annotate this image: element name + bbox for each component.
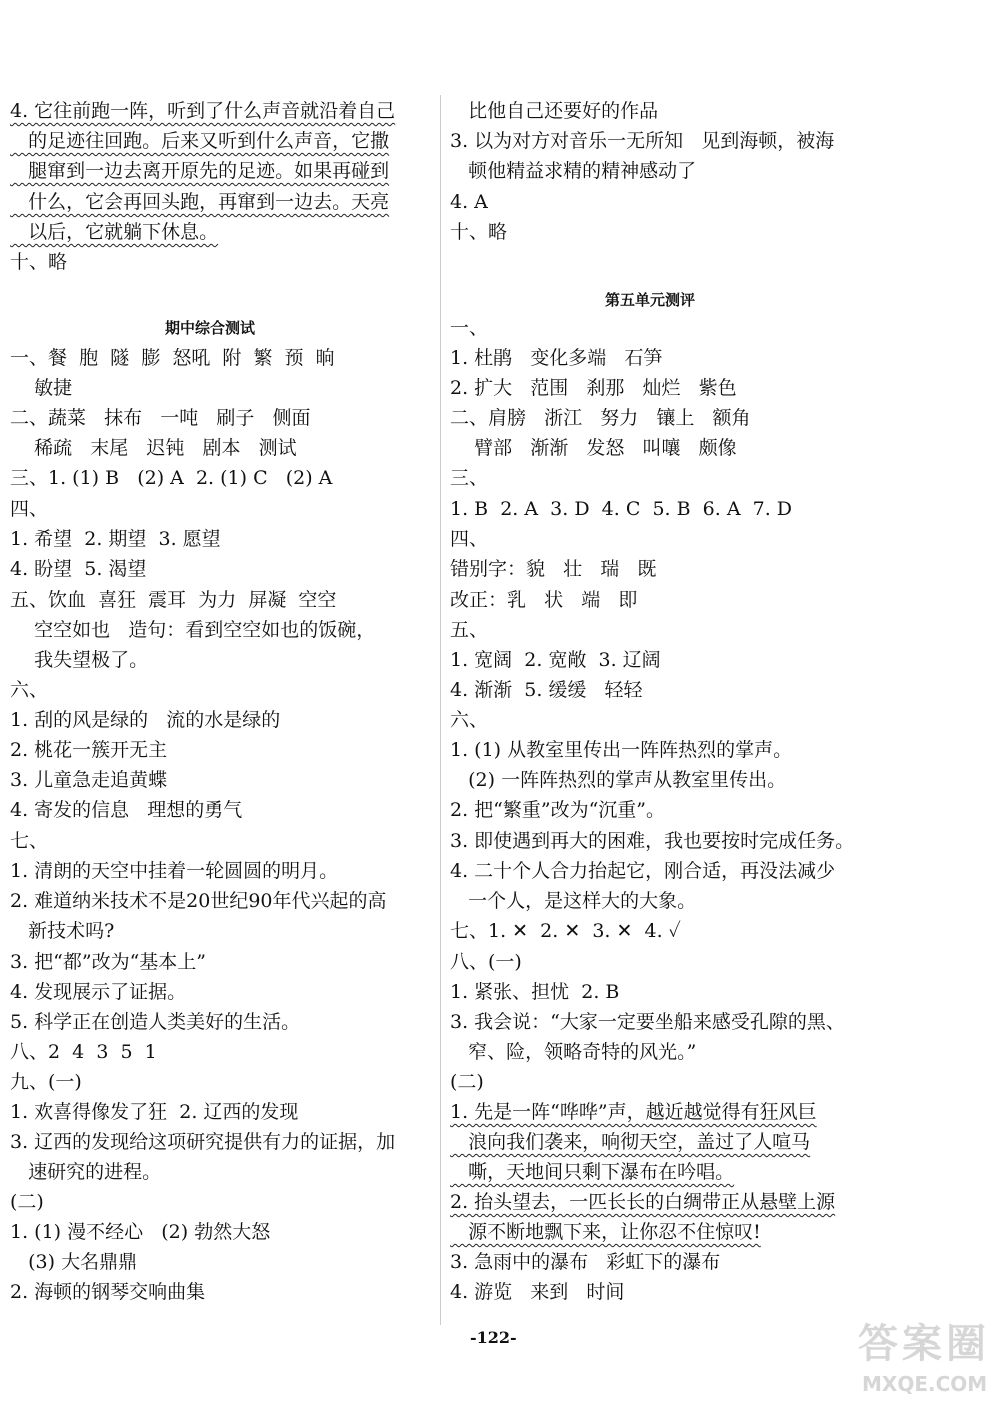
answer-line: 的足迹往回跑。后来又听到什么声音，它撒 <box>10 130 390 152</box>
answer-line: 我失望极了。 <box>10 649 149 671</box>
answer-line: (二) <box>10 1191 44 1213</box>
answer-line: 空空如也 造句：看到空空如也的饭碗， <box>10 619 376 641</box>
answer-line: 2. 桃花一簇开无主 <box>10 739 168 761</box>
answer-line: 3. 儿童急走追黄蝶 <box>10 769 168 791</box>
answer-line: 2. 抬头望去，一匹长长的白绸带正从悬壁上源 <box>450 1191 836 1213</box>
answer-line: 2. 扩大 范围 刹那 灿烂 紫色 <box>450 377 737 399</box>
answer-line: 稀疏 末尾 迟钝 剧本 测试 <box>10 437 297 459</box>
answer-line: 一、餐 胞 隧 膨 怒吼 附 繁 预 晌 <box>10 347 335 369</box>
answer-line: 2. 难道纳米技术不是20世纪90年代兴起的高 <box>10 890 387 912</box>
answer-line: 速研究的进程。 <box>10 1161 162 1183</box>
answer-line: 七、 <box>10 830 49 852</box>
answer-line: 5. 科学正在创造人类美好的生活。 <box>10 1011 301 1033</box>
watermark-title: 答案圈 <box>858 1321 990 1367</box>
answer-line: 五、 <box>450 619 489 641</box>
answer-line: 4. 发现展示了证据。 <box>10 981 187 1003</box>
answer-line: 二、肩膀 浙江 努力 镶上 额角 <box>450 407 751 429</box>
answer-line: (二) <box>450 1071 484 1093</box>
watermark-logo <box>858 1312 993 1407</box>
answer-line: 五、饮血 喜狂 震耳 为力 屏凝 空空 <box>10 589 337 611</box>
answer-line: 4. 游览 来到 时间 <box>450 1281 625 1303</box>
answer-line: 4. 它往前跑一阵，听到了什么声音就沿着自己 <box>10 100 396 122</box>
answer-line: 3. 辽西的发现给这项研究提供有力的证据，加 <box>10 1131 396 1153</box>
answer-line: 3. 即使遇到再大的困难，我也要按时完成任务。 <box>450 830 855 852</box>
answer-line: 3. 把“都”改为“基本上” <box>10 951 207 973</box>
answer-line: 三、1. (1) B (2) A 2. (1) C (2) A <box>10 467 333 489</box>
answer-line: 以后，它就躺下休息。 <box>10 221 219 243</box>
answer-line: 错别字：貌 壮 瑞 既 <box>450 558 657 580</box>
answer-line: 2. 海顿的钢琴交响曲集 <box>10 1281 206 1303</box>
answer-line: 1. 希望 2. 期望 3. 愿望 <box>10 528 221 550</box>
answer-line: 3. 以为对方对音乐一无所知 见到海顿，被海 <box>450 130 835 152</box>
answer-line: 1. (1) 从教室里传出一阵阵热烈的掌声。 <box>450 739 793 761</box>
answer-line: 3. 我会说：“大家一定要坐船来感受孔隙的黑、 <box>450 1011 845 1033</box>
answer-line: 1. 紧张、担忧 2. B <box>450 981 620 1003</box>
answer-line: 敏捷 <box>10 377 73 399</box>
answer-line: 1. (1) 漫不经心 (2) 勃然大怒 <box>10 1221 271 1243</box>
answer-line: 1. 刮的风是绿的 流的水是绿的 <box>10 709 281 731</box>
answer-line: 顿他精益求精的精神感动了 <box>450 160 697 182</box>
answer-line: 九、(一) <box>10 1071 82 1093</box>
answer-line: 十、略 <box>10 251 68 273</box>
answer-line: 七、1. ✕ 2. ✕ 3. ✕ 4. ✓ <box>450 920 681 942</box>
answer-line: 4. 渐渐 5. 缓缓 轻轻 <box>450 679 643 701</box>
answer-line: 十、略 <box>450 221 508 243</box>
answer-line: 八、(一) <box>450 951 522 973</box>
answer-line: 4. 盼望 5. 渴望 <box>10 558 147 580</box>
answer-line: 八、2 4 3 5 1 <box>10 1041 157 1063</box>
answer-line: 四、 <box>450 528 489 550</box>
answer-line: 六、 <box>10 679 49 701</box>
answer-line: 一个人，是这样大的大象。 <box>450 890 697 912</box>
answer-line: (3) 大名鼎鼎 <box>10 1251 138 1273</box>
answer-line: 六、 <box>450 709 489 731</box>
answer-line: 4. 二十个人合力抬起它，刚合适，再没法减少 <box>450 860 836 882</box>
answer-line: 1. 先是一阵“哗哗”声，越近越觉得有狂风巨 <box>450 1101 817 1123</box>
answer-line: 2. 把“繁重”改为“沉重”。 <box>450 799 666 821</box>
answer-line: 源不断地飘下来，让你忍不住惊叹! <box>450 1221 761 1243</box>
watermark-url: MXQE.COM <box>862 1372 988 1396</box>
answer-line: 1. 欢喜得像发了狂 2. 辽西的发现 <box>10 1101 299 1123</box>
answer-line: 1. B 2. A 3. D 4. C 5. B 6. A 7. D <box>450 498 793 520</box>
section-title-midterm: 期中综合测试 <box>165 319 256 337</box>
answer-line: 新技术吗? <box>10 920 115 942</box>
answer-line: 窄、险，领略奇特的风光。” <box>450 1041 697 1063</box>
column-divider <box>440 95 441 1325</box>
answer-line: 3. 急雨中的瀑布 彩虹下的瀑布 <box>450 1251 721 1273</box>
answer-line: 1. 杜鹃 变化多端 石笋 <box>450 347 663 369</box>
answer-line: 腿窜到一边去离开原先的足迹。如果再碰到 <box>10 160 390 182</box>
answer-line: 改正：乳 状 端 即 <box>450 589 638 611</box>
page-number: -122- <box>470 1328 517 1347</box>
section-title-unit5: 第五单元测评 <box>605 291 696 309</box>
answer-line: (2) 一阵阵热烈的掌声从教室里传出。 <box>450 769 787 791</box>
answer-line: 一、 <box>450 317 489 339</box>
answer-line: 1. 清朗的天空中挂着一轮圆圆的明月。 <box>10 860 339 882</box>
answer-line: 四、 <box>10 498 49 520</box>
answer-line: 二、蔬菜 抹布 一吨 刷子 侧面 <box>10 407 311 429</box>
answer-line: 浪向我们袭来，响彻天空，盖过了人喧马 <box>450 1131 811 1153</box>
answer-line: 比他自己还要好的作品 <box>450 100 659 122</box>
answer-line: 什么，它会再回头跑，再窜到一边去。天亮 <box>10 191 390 213</box>
answer-line: 臂部 渐渐 发怒 叫嚷 颇像 <box>450 437 737 459</box>
answer-line: 4. A <box>450 191 488 213</box>
answer-line: 三、 <box>450 467 489 489</box>
answer-line: 4. 寄发的信息 理想的勇气 <box>10 799 243 821</box>
answer-line: 嘶，天地间只剩下瀑布在吟唱。 <box>450 1161 735 1183</box>
answer-line: 1. 宽阔 2. 宽敞 3. 辽阔 <box>450 649 661 671</box>
